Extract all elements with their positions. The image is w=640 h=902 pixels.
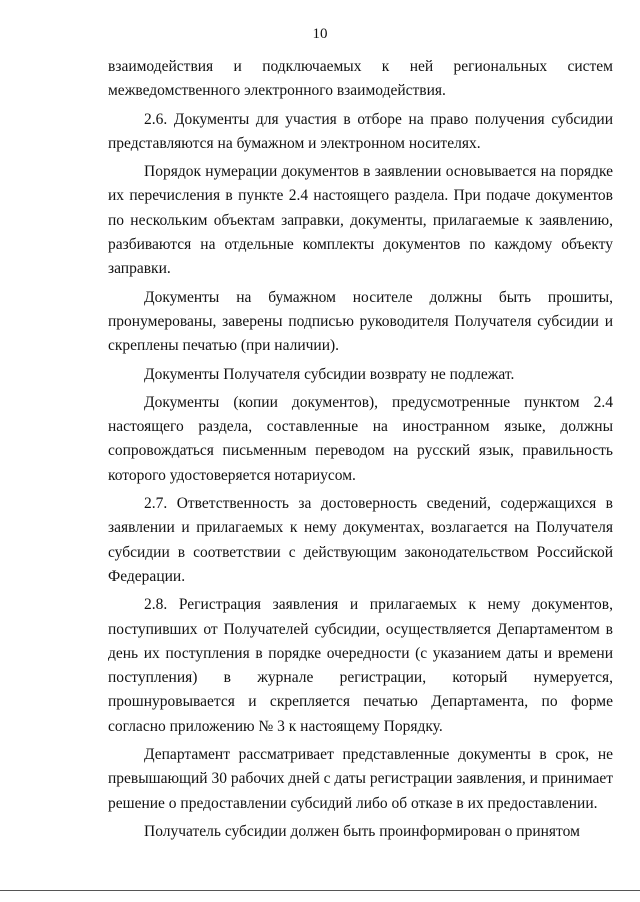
paragraph-2-7: 2.7. Ответственность за достоверность сведений, содержащихся в заявлении и прилагаемых к нему документах, возлагается на Получателя субсидии в соответствии с действующим законодательством Российской Федерации. (108, 495, 613, 585)
paragraph-paper-documents: Документы на бумажном носителе должны быть прошиты, пронумерованы, заверены подписью руководителя Получателя субсидии и скреплены печатью (при наличии). (108, 288, 613, 355)
paragraph-notification: Получатель субсидии должен быть проинформирован о принятом (144, 822, 580, 840)
bottom-divider (0, 890, 640, 891)
paragraph-2-6: 2.6. Документы для участия в отборе на право получения субсидии представляются на бумажном и электронном носителях. (108, 110, 613, 152)
page-number: 10 (312, 26, 328, 42)
paragraph-review-period: Департамент рассматривает представленные документы в срок, не превышающий 30 рабочих дней с даты регистрации заявления, и принимает решение о предоставлении субсидий либо об отказе в их предоставлении. (108, 746, 613, 812)
paragraph-2-8: 2.8. Регистрация заявления и прилагаемых к нему документов, поступивших от Получателей субсидии, осуществляется Департаментом в день их поступления в порядке очередности (с указанием даты и времени поступления) в журнале регистрации, который нумеруется, прошнуровывается и скрепляется печатью Департамента, по форме согласно приложению № 3 к настоящему Порядку. (108, 596, 613, 735)
paragraph-foreign-language: Документы (копии документов), предусмотренные пунктом 2.4 настоящего раздела, составленные на иностранном языке, должны сопровождаться письменным переводом на русский язык, правильность которого удостоверяется нотариусом. (108, 393, 613, 484)
paragraph-no-return: Документы Получателя субсидии возврату не подлежат. (144, 365, 515, 383)
paragraph-continuation: взаимодействия и подключаемых к ней региональных систем межведомственного электронного взаимодействия. (108, 58, 613, 100)
document-body (108, 55, 613, 848)
paragraph-numbering-order: Порядок нумерации документов в заявлении основывается на порядке их перечисления в пункте 2.4 настоящего раздела. При подаче документов по нескольким объектам заправки, документы, прилагаемые к заявлению, разбиваются на отдельные комплекты документов по каждому объекту заправки. (108, 163, 613, 278)
